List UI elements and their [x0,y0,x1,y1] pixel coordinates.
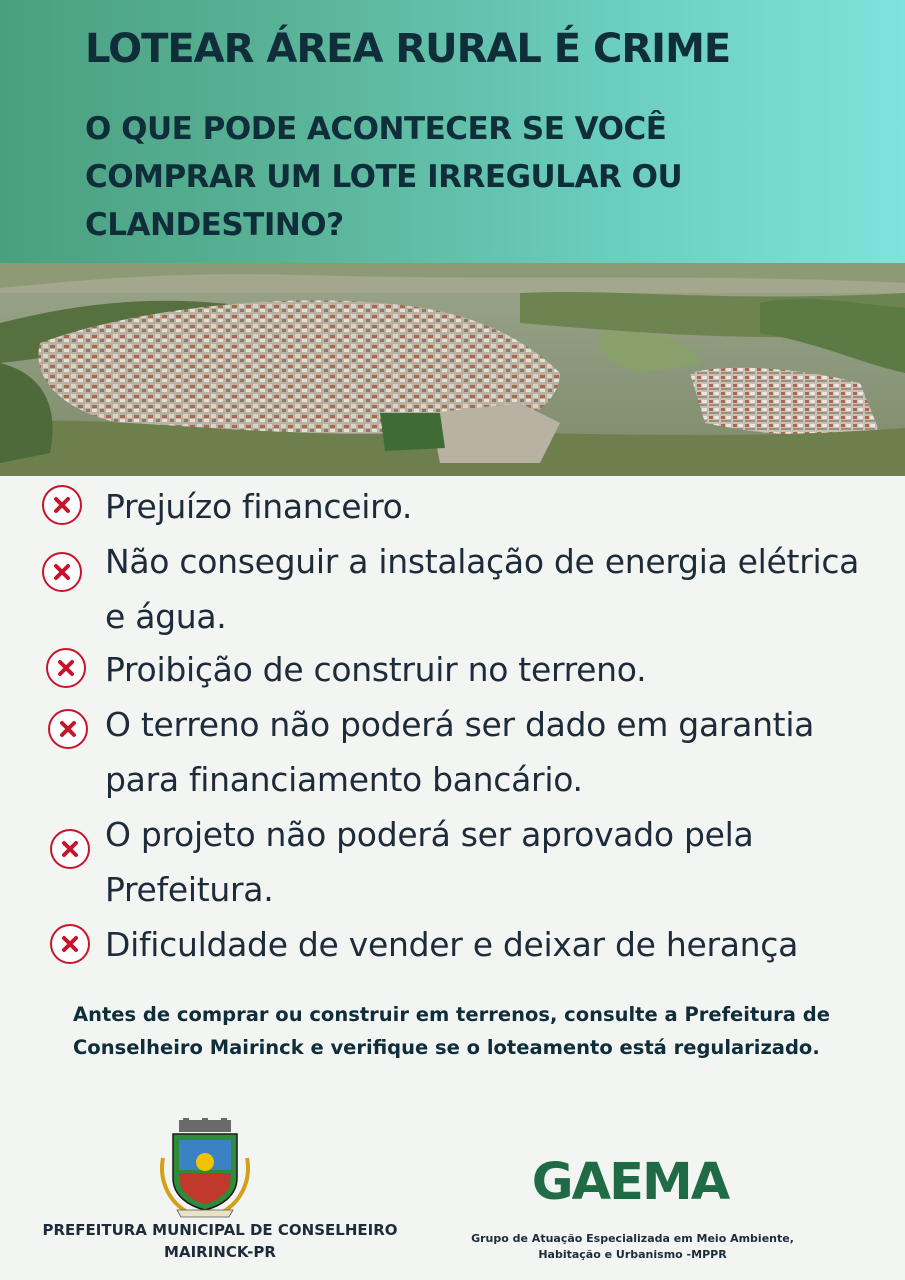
header-banner [0,0,905,263]
x-circle-icon [50,924,90,964]
aerial-town-photo [0,263,905,476]
gaema-description: Grupo de Atuação Especializada em Meio Ambiente, Habitação e Urbanismo -MPPR [471,1232,794,1261]
item-text: Prejuízo financeiro. [105,487,413,526]
page-title: LOTEAR ÁREA RURAL É CRIME [85,26,731,72]
item-text: Proibição de construir no terreno. [105,650,647,689]
item-text: O projeto não poderá ser aprovado pela Prefeitura. [105,815,754,909]
municipal-crest-logo [157,1118,253,1218]
notice-text: Antes de comprar ou construir em terrenos, consulte a Prefeitura de Conselheiro Mairinck e verifique se o loteamento está regularizado. [73,1003,830,1059]
item-text: Dificuldade de vender e deixar de herança [105,925,799,964]
x-circle-icon [50,829,90,869]
gaema-logo: GAEMA [531,1153,729,1212]
item-text: Não conseguir a instalação de energia elétrica e água. [105,542,860,636]
x-circle-icon [46,648,86,688]
x-circle-icon [48,709,88,749]
x-circle-icon [42,552,82,592]
item-text: O terreno não poderá ser dado em garantia para financiamento bancário. [105,705,815,799]
page-subtitle: O QUE PODE ACONTECER SE VOCÊ COMPRAR UM LOTE IRREGULAR OU CLANDESTINO? [85,111,683,243]
x-circle-icon [42,485,82,525]
prefeitura-name: PREFEITURA MUNICIPAL DE CONSELHEIRO MAIRINCK-PR [42,1221,398,1261]
